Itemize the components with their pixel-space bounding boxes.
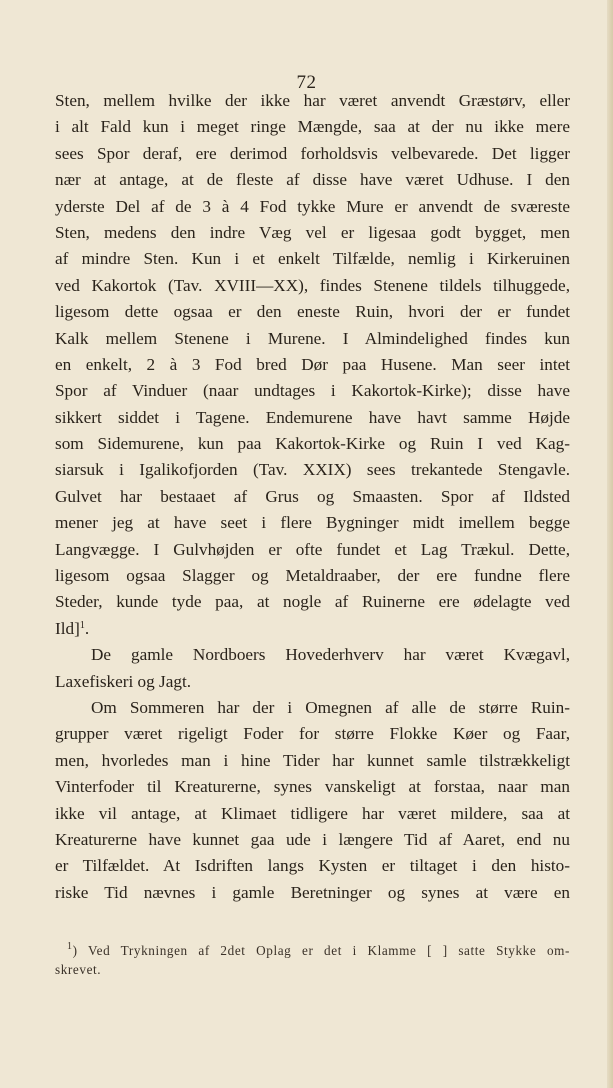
line-text: grupper været rigeligt Foder for større Flokke Køer og Faar, xyxy=(55,724,570,744)
text-line xyxy=(55,721,570,747)
page-number: 72 xyxy=(296,72,317,93)
text-line xyxy=(55,801,570,827)
line-text: en enkelt, 2 à 3 Fod bred Dør paa Husene. Man seer intet xyxy=(55,354,570,374)
text-line xyxy=(55,405,570,431)
line-text: Kreaturerne have kunnet gaa ude i længere Tid af Aaret, end nu xyxy=(55,829,570,849)
footnote-text: Ved Trykningen af 2det Oplag er det i Klamme [ ] satte Stykke om- xyxy=(88,943,570,958)
text-line xyxy=(55,273,570,299)
footnote-line: $^1$) Ved Trykningen af 2det Oplag er det i Klamme [ ] satte Stykke om- xyxy=(67,941,570,958)
footnote xyxy=(55,941,570,979)
text-line xyxy=(55,880,570,906)
text-line xyxy=(55,695,570,721)
text-line xyxy=(55,220,570,246)
line-text: sees Spor deraf, ere derimod forholdsvis velbevarede. Det ligger xyxy=(55,143,570,163)
line-text: yderste Del af de 3 à 4 Fod tykke Mure er anvendt de sværeste xyxy=(55,196,570,216)
line-text: Sten, mellem hvilke der ikke har været anvendt Græstørv, eller xyxy=(55,91,570,110)
line-text: Laxefiskeri og Jagt. xyxy=(55,671,192,691)
footnote-marker: 1 xyxy=(67,941,73,952)
line-text: ligesom dette ogsaa er den eneste Ruin, hvori der er fundet xyxy=(55,302,570,322)
text-line xyxy=(55,299,570,325)
line-text: De gamle Nordboers Hovederhverv har været Kvægavl, xyxy=(91,645,570,665)
line-text: Vinterfoder til Kreaturerne, synes vanskeligt at forstaa, naar man xyxy=(55,777,570,797)
line-text: Ild] xyxy=(55,618,80,638)
text-line xyxy=(55,589,570,615)
line-text: af mindre Sten. Kun i et enkelt Tilfælde, nemlig i Kirkeruinen xyxy=(55,249,570,269)
text-line xyxy=(55,88,570,114)
text-line xyxy=(55,194,570,220)
text-line xyxy=(55,642,570,668)
line-text: i alt Fald kun i meget ringe Mængde, saa at der nu ikke mere xyxy=(55,117,570,137)
body-text xyxy=(55,88,570,906)
text-line xyxy=(55,457,570,483)
text-line xyxy=(55,774,570,800)
text-line xyxy=(55,616,570,642)
text-line xyxy=(55,167,570,193)
footnote-reference: 1 xyxy=(79,619,85,631)
line-text: er Tilfældet. At Isdriften langs Kysten er tiltaget i den histo- xyxy=(55,856,570,876)
text-line xyxy=(55,378,570,404)
text-line xyxy=(55,563,570,589)
line-text: men, hvorledes man i hine Tider har kunnet samle tilstrækkeligt xyxy=(55,750,570,770)
text-line xyxy=(55,114,570,140)
text-line xyxy=(55,484,570,510)
line-text: sikkert siddet i Tagene. Endemurene have havt samme Højde xyxy=(55,407,570,427)
text-line xyxy=(55,853,570,879)
text-line xyxy=(55,748,570,774)
text-line xyxy=(55,326,570,352)
text-line xyxy=(55,141,570,167)
line-text: ikke vil antage, at Klimaet tidligere har været mildere, saa at xyxy=(55,803,570,823)
line-text: Sten, medens den indre Væg vel er ligesaa godt bygget, men xyxy=(55,222,570,242)
footnote-line xyxy=(55,960,570,979)
page-edge-shadow xyxy=(607,0,613,1088)
line-text: riske Tid nævnes i gamle Beretninger og synes at være en xyxy=(55,882,570,902)
line-text: nær at antage, at de fleste af disse have været Udhuse. I den xyxy=(55,170,570,190)
line-text: Langvægge. I Gulvhøjden er ofte fundet et Lag Trækul. Dette, xyxy=(55,539,570,559)
footnote-text: skrevet. xyxy=(55,962,102,977)
text-line xyxy=(55,352,570,378)
text-line xyxy=(55,827,570,853)
text-line xyxy=(55,431,570,457)
line-text: Steder, kunde tyde paa, at nogle af Ruinerne ere ødelagte ved xyxy=(55,592,570,612)
line-text: Gulvet har bestaaet af Grus og Smaasten. Spor af Ildsted xyxy=(55,486,570,506)
line-text: ved Kakortok (Tav. XVIII—XX), findes Stenene tildels tilhuggede, xyxy=(55,275,570,295)
text-line xyxy=(55,537,570,563)
line-text: som Sidemurene, kun paa Kakortok-Kirke og Ruin I ved Kag- xyxy=(55,434,570,454)
text-line xyxy=(55,669,570,695)
text-line xyxy=(55,246,570,272)
line-text: siarsuk i Igalikofjorden (Tav. XXIX) sees trekantede Stengavle. xyxy=(55,460,570,480)
line-text-after: . xyxy=(84,618,90,638)
line-text: Kalk mellem Stenene i Murene. I Almindelighed findes kun xyxy=(55,328,570,348)
line-text: Om Sommeren har der i Omegnen af alle de større Ruin- xyxy=(91,697,570,717)
line-text: Spor af Vinduer (naar undtages i Kakortok-Kirke); disse have xyxy=(55,381,570,401)
text-line xyxy=(55,510,570,536)
line-text: ligesom ogsaa Slagger og Metaldraaber, der ere fundne flere xyxy=(55,566,570,586)
line-text: mener jeg at have seet i flere Bygninger midt imellem begge xyxy=(55,513,570,533)
